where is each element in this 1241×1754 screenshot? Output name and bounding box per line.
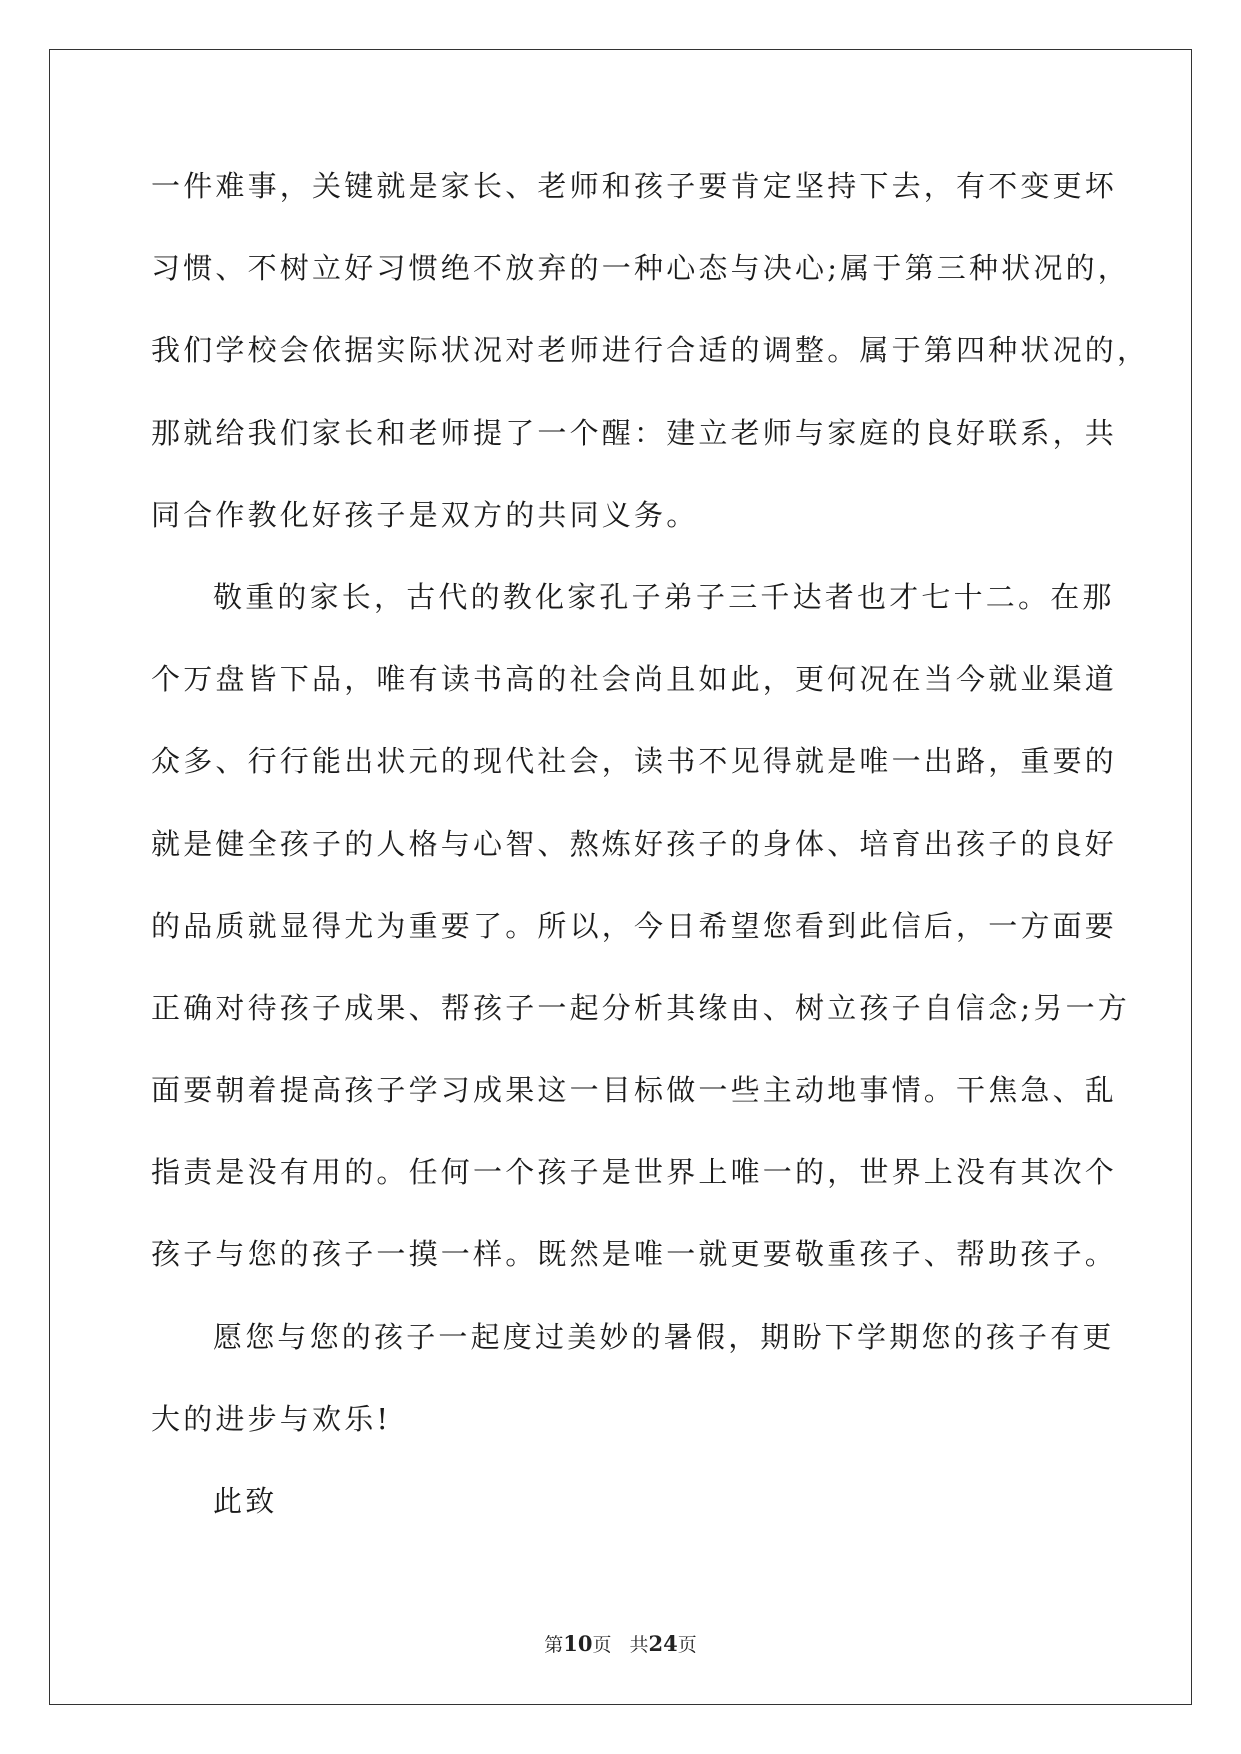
- text-line: 习惯、不树立好习惯绝不放弃的一种心态与决心;属于第三种状况的，: [151, 251, 1130, 286]
- text-line: 就是健全孩子的人格与心智、熬炼好孩子的身体、培育出孩子的良好: [151, 826, 1118, 861]
- page-prefix: 第: [544, 1634, 564, 1656]
- text-line: 大的进步与欢乐!: [151, 1401, 392, 1436]
- closing-salutation: 此致: [213, 1484, 278, 1518]
- total-page-count: 24: [648, 1631, 678, 1656]
- text-line: 个万盘皆下品，唯有读书高的社会尚且如此，更何况在当今就业渠道: [151, 662, 1118, 697]
- text-line: 敬重的家长，古代的教化家孔子弟子三千达者也才七十二。在那: [213, 579, 1115, 614]
- text-line: 愿您与您的孩子一起度过美妙的暑假，期盼下学期您的孩子有更: [213, 1319, 1115, 1354]
- total-suffix: 页: [677, 1634, 697, 1656]
- text-line: 那就给我们家长和老师提了一个醒：建立老师与家庭的良好联系，共: [151, 415, 1118, 450]
- text-line: 指责是没有用的。任何一个孩子是世界上唯一的，世界上没有其次个: [151, 1155, 1118, 1190]
- current-page-number: 10: [563, 1631, 593, 1656]
- text-line: 众多、行行能出状元的现代社会，读书不见得就是唯一出路，重要的: [151, 744, 1118, 779]
- text-line: 孩子与您的孩子一摸一样。既然是唯一就更要敬重孩子、帮助孩子。: [151, 1237, 1118, 1272]
- text-line: 同合作教化好孩子是双方的共同义务。: [151, 497, 699, 532]
- text-line: 一件难事，关键就是家长、老师和孩子要肯定坚持下去，有不变更坏: [151, 169, 1118, 203]
- text-line: 我们学校会依据实际状况对老师进行合适的调整。属于第四种状况的，: [151, 333, 1150, 368]
- total-prefix: 共: [629, 1634, 649, 1656]
- text-line: 面要朝着提高孩子学习成果这一目标做一些主动地事情。干焦急、乱: [151, 1073, 1118, 1108]
- page-suffix: 页: [592, 1634, 612, 1656]
- letter-body: [151, 158, 1150, 1555]
- page-footer: [0, 1630, 1241, 1657]
- text-line: 正确对待孩子成果、帮孩子一起分析其缘由、树立孩子自信念;另一方: [151, 990, 1130, 1025]
- text-line: 的品质就显得尤为重要了。所以，今日希望您看到此信后，一方面要: [151, 908, 1118, 943]
